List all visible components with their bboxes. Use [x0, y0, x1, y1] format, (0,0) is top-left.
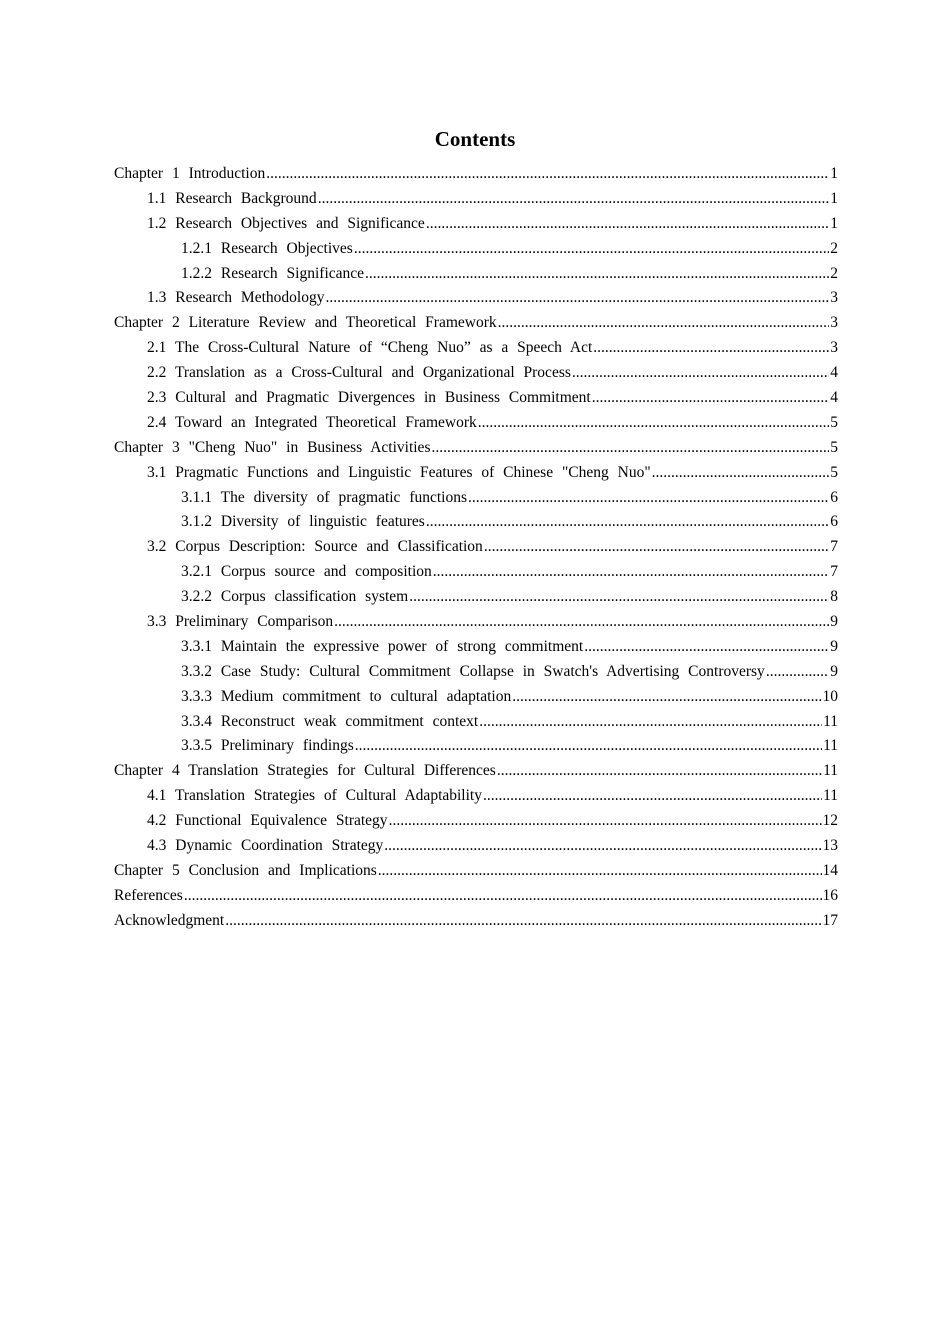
toc-dot-leader — [512, 685, 821, 710]
toc-dot-leader — [318, 187, 830, 212]
toc-entry[interactable] — [114, 909, 838, 934]
toc-entry[interactable] — [114, 461, 838, 486]
toc-entry-title: Chapter 4 Translation Strategies for Cultural Differences — [114, 762, 496, 780]
toc-entry[interactable] — [114, 286, 838, 311]
toc-entry-title: Chapter 5 Conclusion and Implications — [114, 861, 377, 879]
toc-dot-leader — [478, 411, 829, 436]
toc-page-number: 3 — [830, 339, 838, 357]
toc-entry[interactable] — [114, 486, 838, 511]
toc-entry-title: References — [114, 886, 183, 904]
toc-entry-title: 3.2.1 Corpus source and composition — [181, 563, 432, 581]
toc-entry[interactable] — [114, 560, 838, 585]
toc-page-number: 11 — [823, 737, 838, 755]
toc-dot-leader — [389, 809, 822, 834]
toc-entry-title: 3.3 Preliminary Comparison — [147, 613, 334, 631]
toc-entry-title: 2.3 Cultural and Pragmatic Divergences in Business Commitment — [147, 389, 591, 407]
table-of-contents — [114, 162, 838, 934]
toc-page-number: 8 — [830, 588, 838, 606]
toc-entry-title: 3.1 Pragmatic Functions and Linguistic Features of Chinese "Cheng Nuo" — [147, 463, 651, 481]
toc-page-number: 9 — [830, 613, 838, 631]
toc-entry[interactable] — [114, 859, 838, 884]
toc-entry[interactable] — [114, 510, 838, 535]
toc-page-number: 7 — [830, 538, 838, 556]
toc-entry-title: 3.3.2 Case Study: Cultural Commitment Collapse in Swatch's Advertising Controversy — [181, 662, 765, 680]
toc-entry-title: 2.2 Translation as a Cross-Cultural and Organizational Process — [147, 364, 571, 382]
toc-entry[interactable] — [114, 734, 838, 759]
toc-entry-title: 1.2.2 Research Significance — [181, 264, 365, 282]
toc-entry-title: 3.3.1 Maintain the expressive power of strong commitment — [181, 637, 584, 655]
toc-page-number: 16 — [822, 886, 838, 904]
toc-dot-leader — [426, 212, 829, 237]
toc-page-number: 9 — [830, 637, 838, 655]
toc-entry[interactable] — [114, 436, 838, 461]
toc-dot-leader — [497, 759, 822, 784]
toc-page-number: 6 — [830, 513, 838, 531]
toc-entry[interactable] — [114, 710, 838, 735]
toc-entry[interactable] — [114, 212, 838, 237]
toc-entry[interactable] — [114, 660, 838, 685]
toc-entry[interactable] — [114, 610, 838, 635]
toc-dot-leader — [592, 386, 830, 411]
toc-dot-leader — [355, 734, 822, 759]
toc-entry[interactable] — [114, 834, 838, 859]
toc-dot-leader — [365, 262, 829, 287]
toc-page-number: 7 — [830, 563, 838, 581]
toc-dot-leader — [354, 237, 829, 262]
toc-dot-leader — [652, 461, 830, 486]
toc-entry-title: 3.1.1 The diversity of pragmatic functions — [181, 488, 468, 506]
toc-page-number: 3 — [830, 314, 838, 332]
toc-entry-title: Acknowledgment — [114, 911, 225, 929]
toc-entry-title: 3.2 Corpus Description: Source and Classification — [147, 538, 483, 556]
toc-dot-leader — [225, 909, 821, 934]
toc-dot-leader — [409, 585, 829, 610]
toc-entry-title: 1.2.1 Research Objectives — [181, 239, 353, 257]
toc-entry-title: 1.1 Research Background — [147, 189, 317, 207]
toc-entry[interactable] — [114, 809, 838, 834]
toc-entry-title: 3.1.2 Diversity of linguistic features — [181, 513, 425, 531]
toc-entry[interactable] — [114, 361, 838, 386]
toc-page-number: 5 — [830, 463, 838, 481]
toc-entry-title: 3.2.2 Corpus classification system — [181, 588, 409, 606]
toc-entry[interactable] — [114, 386, 838, 411]
toc-entry[interactable] — [114, 311, 838, 336]
toc-dot-leader — [384, 834, 821, 859]
toc-entry[interactable] — [114, 585, 838, 610]
toc-page-number: 1 — [830, 165, 838, 182]
toc-entry-title: 3.3.4 Reconstruct weak commitment context — [181, 712, 479, 730]
toc-dot-leader — [593, 336, 829, 361]
toc-entry[interactable] — [114, 759, 838, 784]
toc-page-number: 1 — [830, 214, 838, 232]
toc-page-number: 3 — [830, 289, 838, 307]
toc-page-number: 1 — [830, 189, 838, 207]
toc-dot-leader — [572, 361, 829, 386]
toc-page-number: 11 — [823, 712, 838, 730]
toc-page-number: 4 — [830, 389, 838, 407]
toc-entry[interactable] — [114, 187, 838, 212]
toc-entry[interactable] — [114, 784, 838, 809]
toc-entry-title: 2.4 Toward an Integrated Theoretical Framework — [147, 413, 477, 431]
toc-dot-leader — [498, 311, 830, 336]
toc-dot-leader — [334, 610, 829, 635]
toc-entry-title: 3.3.5 Preliminary findings — [181, 737, 354, 755]
toc-page-number: 12 — [822, 812, 838, 830]
toc-page-number: 5 — [830, 438, 838, 456]
toc-page-number: 9 — [830, 662, 838, 680]
toc-entry[interactable] — [114, 162, 838, 187]
toc-dot-leader — [325, 286, 829, 311]
toc-entry-title: 4.3 Dynamic Coordination Strategy — [147, 837, 384, 855]
toc-page-number: 10 — [822, 687, 838, 705]
toc-dot-leader — [584, 635, 829, 660]
toc-entry[interactable] — [114, 685, 838, 710]
toc-entry[interactable] — [114, 411, 838, 436]
toc-entry-title: Chapter 2 Literature Review and Theoretical Framework — [114, 314, 497, 332]
toc-dot-leader — [378, 859, 822, 884]
toc-entry[interactable] — [114, 635, 838, 660]
toc-dot-leader — [431, 436, 829, 461]
toc-dot-leader — [184, 884, 822, 909]
toc-dot-leader — [266, 162, 829, 187]
toc-entry-title: Chapter 3 "Cheng Nuo" in Business Activities — [114, 438, 431, 456]
toc-entry-title: 1.3 Research Methodology — [147, 289, 325, 307]
page-title: Contents — [434, 127, 516, 151]
toc-page-number: 2 — [830, 239, 838, 257]
toc-entry[interactable] — [114, 535, 838, 560]
toc-dot-leader — [766, 660, 829, 685]
toc-entry[interactable] — [114, 237, 838, 262]
toc-page-number: 2 — [830, 264, 838, 282]
toc-entry-title: 2.1 The Cross-Cultural Nature of “Cheng Nuo” as a Speech Act — [147, 339, 593, 357]
toc-dot-leader — [426, 510, 829, 535]
toc-dot-leader — [433, 560, 829, 585]
toc-dot-leader — [484, 535, 829, 560]
toc-dot-leader — [479, 710, 822, 735]
toc-page-number: 6 — [830, 488, 838, 506]
toc-entry-title: 3.3.3 Medium commitment to cultural adaptation — [181, 687, 512, 705]
toc-page-number: 4 — [830, 364, 838, 382]
toc-page-number: 17 — [822, 911, 838, 929]
toc-page-number: 11 — [823, 762, 838, 780]
toc-entry[interactable] — [114, 884, 838, 909]
toc-entry-title: Chapter 1 Introduction — [114, 165, 266, 182]
toc-entry[interactable] — [114, 262, 838, 287]
toc-page-number: 11 — [823, 787, 838, 805]
toc-entry[interactable] — [114, 336, 838, 361]
toc-entry-title: 4.2 Functional Equivalence Strategy — [147, 812, 388, 830]
toc-entry-title: 1.2 Research Objectives and Significance — [147, 214, 425, 232]
toc-page-number: 13 — [822, 837, 838, 855]
toc-page-number: 14 — [822, 861, 838, 879]
toc-entry-title: 4.1 Translation Strategies of Cultural Adaptability — [147, 787, 482, 805]
toc-page-number: 5 — [830, 413, 838, 431]
toc-dot-leader — [483, 784, 822, 809]
toc-dot-leader — [468, 486, 829, 511]
